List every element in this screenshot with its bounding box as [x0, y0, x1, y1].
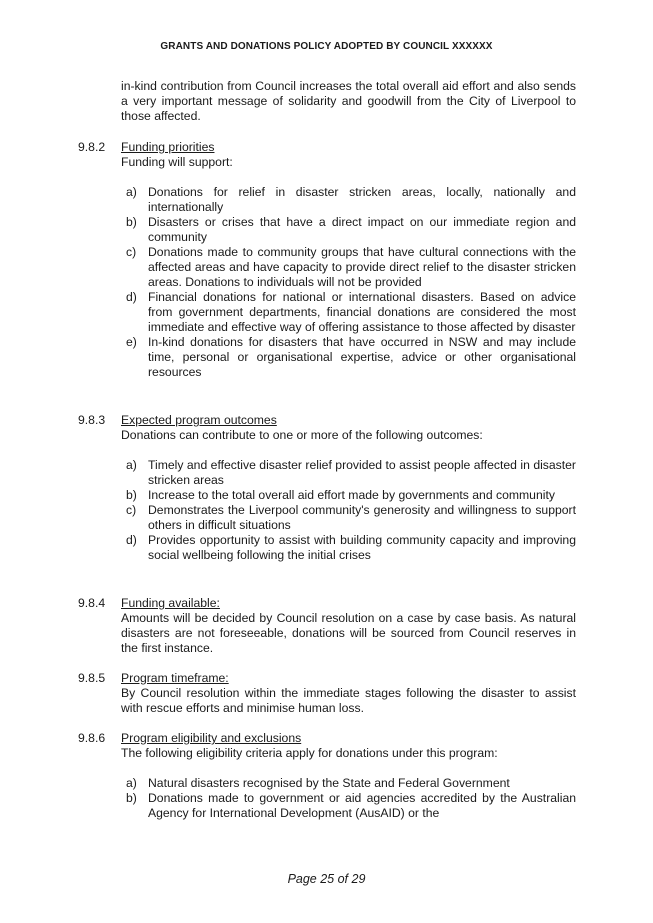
section-title: Program eligibility and exclusions: [121, 731, 302, 745]
list-item: [78, 185, 576, 215]
item-list: [78, 458, 576, 563]
section-title: Funding priorities: [121, 140, 215, 154]
list-item: [78, 215, 576, 245]
list-item: [78, 503, 576, 533]
item-list: [78, 185, 576, 380]
section-number: 9.8.6: [78, 731, 106, 745]
section-expected-outcomes: [78, 413, 576, 563]
list-item: [78, 245, 576, 290]
section-funding-priorities: [78, 140, 576, 380]
section-number: 9.8.2: [78, 140, 106, 154]
section-intro: The following eligibility criteria apply for donations under this program:: [121, 746, 498, 760]
list-item: [78, 458, 576, 488]
item-text: Financial donations for national or international disasters. Based on advice from government departments, financial donations are considered the most immediate and effective way of offering assistance to those affected by disaster: [148, 290, 576, 334]
section-intro: By Council resolution within the immediate stages following the disaster to assist with rescue efforts and minimise human loss.: [121, 686, 576, 715]
item-text: Donations made to government or aid agencies accredited by the Australian Agency for International Development (AusAID) or the: [148, 791, 576, 820]
item-list: [78, 776, 576, 821]
list-item: [78, 533, 576, 563]
item-text: Timely and effective disaster relief provided to assist people affected in disaster stricken areas: [148, 458, 576, 487]
section-title: Program timeframe:: [121, 671, 229, 685]
section-eligibility: [78, 731, 576, 821]
item-text: Provides opportunity to assist with building community capacity and improving social wellbeing following the initial crises: [148, 533, 576, 562]
section-intro: Amounts will be decided by Council resolution on a case by case basis. As natural disasters are not foreseeable, donations will be sourced from Council reserves in the first instance.: [121, 611, 576, 655]
list-item: [78, 488, 576, 503]
list-item: [78, 776, 576, 791]
list-item: [78, 290, 576, 335]
section-intro: Donations can contribute to one or more of the following outcomes:: [121, 428, 483, 442]
item-text: Demonstrates the Liverpool community's generosity and willingness to support others in difficult situations: [148, 503, 576, 532]
list-item: [78, 335, 576, 380]
section-title: Expected program outcomes: [121, 413, 277, 427]
item-letter: d): [126, 290, 137, 304]
item-text: Donations for relief in disaster stricken areas, locally, nationally and internationally: [148, 185, 576, 214]
item-letter: b): [126, 215, 137, 229]
item-letter: a): [126, 458, 137, 472]
item-text: Natural disasters recognised by the State and Federal Government: [148, 776, 510, 790]
item-letter: e): [126, 335, 137, 349]
section-funding-available: [78, 596, 576, 656]
item-letter: b): [126, 791, 137, 805]
item-letter: c): [126, 503, 137, 517]
item-text: In-kind donations for disasters that have occurred in NSW and may include time, personal or organisational expertise, advice or other organisational resources: [148, 335, 576, 379]
intro-paragraph: in-kind contribution from Council increases the total overall aid effort and also sends a very important message of solidarity and goodwill from the City of Liverpool to those affected.: [121, 79, 576, 123]
item-text: Donations made to community groups that have cultural connections with the affected areas and have capacity to provide direct relief to the disaster stricken areas. Donations to individuals will not be provided: [148, 245, 576, 289]
item-letter: b): [126, 488, 137, 502]
section-number: 9.8.3: [78, 413, 106, 427]
list-item: [78, 791, 576, 821]
page-number: Page 25 of 29: [287, 872, 366, 886]
section-number: 9.8.5: [78, 671, 106, 685]
item-text: Disasters or crises that have a direct impact on our immediate region and community: [148, 215, 576, 244]
item-letter: a): [126, 185, 137, 199]
item-text: Increase to the total overall aid effort made by governments and community: [148, 488, 555, 502]
section-program-timeframe: [78, 671, 576, 716]
item-letter: a): [126, 776, 137, 790]
item-letter: d): [126, 533, 137, 547]
item-letter: c): [126, 245, 137, 259]
section-number: 9.8.4: [78, 596, 106, 610]
section-intro: Funding will support:: [121, 155, 233, 169]
section-title: Funding available:: [121, 596, 220, 610]
document-header: GRANTS AND DONATIONS POLICY ADOPTED BY COUNCIL XXXXXX: [160, 41, 493, 52]
